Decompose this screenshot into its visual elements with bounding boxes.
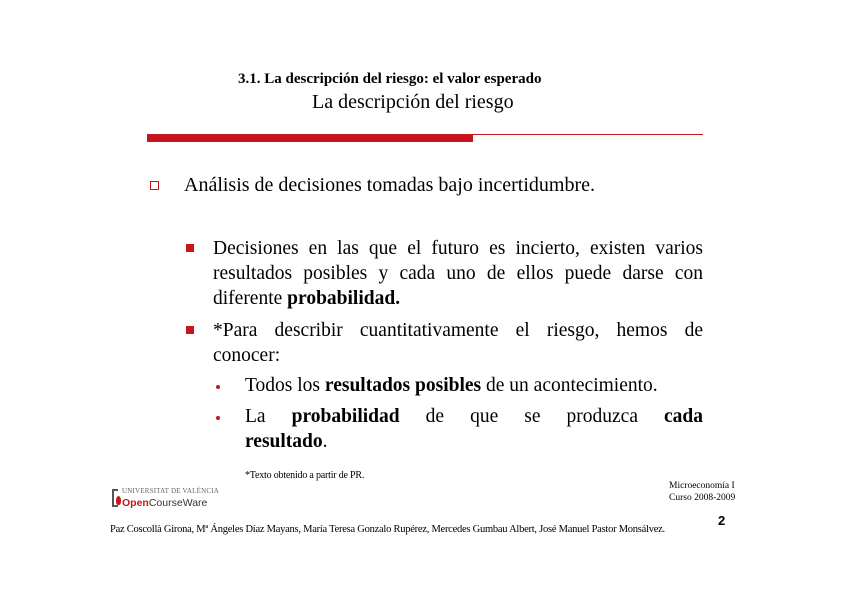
square-bullet-icon xyxy=(186,326,194,334)
course-year: Curso 2008-2009 xyxy=(669,493,736,503)
bullet2-line1: *Para describir cuantitativamente el riesgo, hemos de xyxy=(213,320,703,341)
authors-footer: Paz Coscollà Girona, Mª Ángeles Díaz Mayans, María Teresa Gonzalo Rupérez, Mercedes Gumbau Albert, José Manuel Pastor Monsálvez. xyxy=(110,524,665,535)
flame-icon xyxy=(116,496,121,505)
bullet1-line2: resultados posibles y cada uno de ellos puede darse con xyxy=(213,263,703,284)
dot-bullet-icon xyxy=(216,385,220,389)
sub-bullet-results xyxy=(245,373,703,398)
sub1-text1: Todos los xyxy=(245,375,325,396)
level1-item: Análisis de decisiones tomadas bajo incertidumbre. xyxy=(184,174,596,196)
sub2-bold2: cada xyxy=(664,406,703,427)
bullet1-line1: Decisiones en las que el futuro es incierto, existen varios xyxy=(213,238,703,259)
sub2-line1 xyxy=(245,404,703,429)
dot-bullet-icon xyxy=(216,416,220,420)
title-divider-thick xyxy=(147,135,473,142)
logo-open: Open xyxy=(122,497,149,509)
square-bullet-icon xyxy=(186,244,194,252)
logo-university: UNIVERSITAT DE VALÈNCIA xyxy=(122,487,219,495)
sub-bullet-probability xyxy=(245,404,703,454)
bullet1-line3 xyxy=(213,286,703,311)
footnote: *Texto obtenido a partir de PR. xyxy=(245,470,365,481)
bullet1-line3-text: diferente xyxy=(213,288,288,309)
logo-courseware: CourseWare xyxy=(148,497,208,509)
sub2-text3: . xyxy=(322,431,328,452)
opencourseware-logo xyxy=(112,487,230,511)
course-name: Microeconomía I xyxy=(669,481,735,491)
slide-title: La descripción del riesgo xyxy=(312,91,514,113)
logo-ocw xyxy=(122,497,207,509)
bullet2-line2: conocer: xyxy=(213,345,281,366)
sub1-text2: de un acontecimiento. xyxy=(481,375,658,396)
sub2-line2 xyxy=(245,429,703,454)
bullet1-line3-bold: probabilidad. xyxy=(287,288,401,309)
sub2-text1: La xyxy=(245,406,292,427)
bullet-item-decisions xyxy=(213,236,703,311)
page-number: 2 xyxy=(718,513,726,528)
hollow-square-bullet-icon xyxy=(150,181,159,190)
section-title: 3.1. La descripción del riesgo: el valor esperado xyxy=(238,71,542,87)
sub1-line xyxy=(245,373,703,398)
sub2-bold3: resultado xyxy=(245,431,323,452)
course-info xyxy=(669,480,735,504)
bullet-item-describe-risk xyxy=(213,318,703,368)
sub2-text2: de que se produzca xyxy=(399,406,664,427)
sub2-bold1: probabilidad xyxy=(291,406,400,427)
sub1-bold: resultados posibles xyxy=(324,375,482,396)
